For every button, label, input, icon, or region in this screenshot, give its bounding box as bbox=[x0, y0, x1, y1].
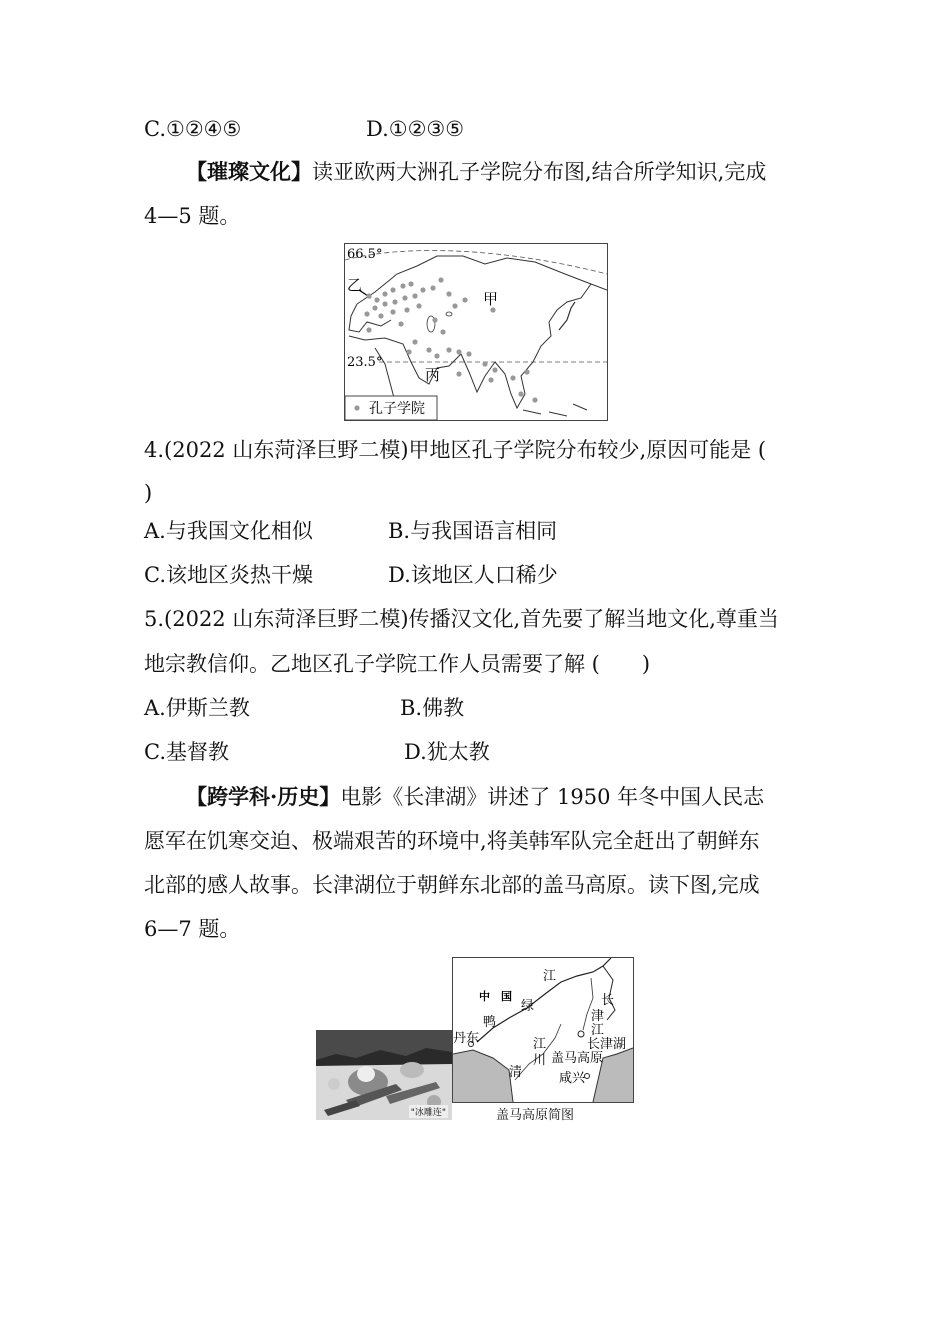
q5-option-d: D.犹太教 bbox=[404, 740, 490, 764]
qingchuan-char-1: 清 bbox=[509, 1065, 523, 1080]
section2-line2: 愿军在饥寒交迫、极端艰苦的环境中,将美韩军队完全赶出了朝鲜东 bbox=[144, 829, 760, 853]
section2-line3: 北部的感人故事。长津湖位于朝鲜东北部的盖马高原。读下图,完成 bbox=[144, 873, 760, 897]
lat-66-label: 66.5° bbox=[347, 247, 383, 262]
changjin-lake-label: 长津湖 bbox=[587, 1037, 627, 1052]
confucius-institute-map bbox=[344, 243, 608, 421]
q3-option-c: C.①②④⑤ bbox=[144, 117, 242, 141]
section1-tag: 【璀璨文化】 bbox=[186, 159, 312, 184]
section1-intro-line1: 读亚欧两大洲孔子学院分布图,结合所学知识,完成 bbox=[312, 160, 767, 184]
yalu-char-1: 鸭 bbox=[483, 1015, 497, 1030]
lat-23-label: 23.5° bbox=[347, 355, 383, 370]
q4-option-a: A.与我国文化相似 bbox=[144, 519, 313, 543]
label-jia: 甲 bbox=[483, 290, 499, 308]
ice-sculpture-photo bbox=[316, 1030, 452, 1120]
map2-svg bbox=[453, 958, 633, 1102]
legend-label: 孔子学院 bbox=[369, 401, 425, 417]
q5-option-c: C.基督教 bbox=[144, 740, 229, 764]
section2-tag: 【跨学科·历史】 bbox=[186, 784, 341, 809]
q4-stem-line2: ) bbox=[144, 481, 153, 505]
q4-option-c: C.该地区炎热干燥 bbox=[144, 563, 313, 587]
section2-line1: 电影《长津湖》讲述了 1950 年冬中国人民志 bbox=[340, 785, 765, 809]
q3-option-d: D.①②③⑤ bbox=[366, 117, 465, 141]
q4-stem-line1: 4.(2022 山东菏泽巨野二模)甲地区孔子学院分布较少,原因可能是 ( bbox=[144, 438, 767, 462]
dandong-label: 丹东 bbox=[453, 1031, 480, 1046]
changjin-lake-marker bbox=[578, 1031, 584, 1037]
gaima-plateau-map bbox=[452, 957, 634, 1103]
q4-option-d: D.该地区人口稀少 bbox=[388, 563, 558, 587]
label-yi: 乙 bbox=[347, 276, 363, 294]
qingchuan-char-2: 川 bbox=[533, 1053, 547, 1068]
section2-line4: 6—7 题。 bbox=[144, 917, 241, 941]
xianxing-marker bbox=[585, 1074, 590, 1079]
q4-option-b: B.与我国语言相同 bbox=[388, 519, 558, 543]
q5-stem-line2: 地宗教信仰。乙地区孔子学院工作人员需要了解 ( ) bbox=[144, 652, 651, 676]
q5-stem-line1: 5.(2022 山东菏泽巨野二模)传播汉文化,首先要了解当地文化,尊重当 bbox=[144, 607, 779, 631]
yalu-char-3: 江 bbox=[543, 969, 557, 984]
legend-dot-icon bbox=[354, 405, 359, 410]
photo-caption: "冰雕连" bbox=[409, 1105, 448, 1118]
section1-intro-line2: 4—5 题。 bbox=[144, 204, 241, 228]
china-label: 中 国 bbox=[479, 990, 512, 1003]
section1-intro bbox=[186, 160, 766, 184]
label-bing: 丙 bbox=[425, 366, 441, 384]
xianxing-label: 咸兴 bbox=[559, 1071, 586, 1086]
section2-intro bbox=[186, 785, 764, 809]
map1-svg bbox=[345, 244, 607, 420]
qingchuan-char-3: 江 bbox=[533, 1037, 547, 1052]
gaima-label: 盖马高原 bbox=[551, 1051, 604, 1066]
q5-option-a: A.伊斯兰教 bbox=[144, 696, 250, 720]
changjin-river-char-3: 江 bbox=[591, 1023, 605, 1038]
yalu-char-2: 绿 bbox=[521, 999, 535, 1014]
changjin-river-char-1: 长 bbox=[601, 993, 615, 1008]
changjin-river-char-2: 津 bbox=[591, 1009, 605, 1024]
q5-option-b: B.佛教 bbox=[400, 696, 465, 720]
map2-caption: 盖马高原简图 bbox=[496, 1108, 575, 1123]
